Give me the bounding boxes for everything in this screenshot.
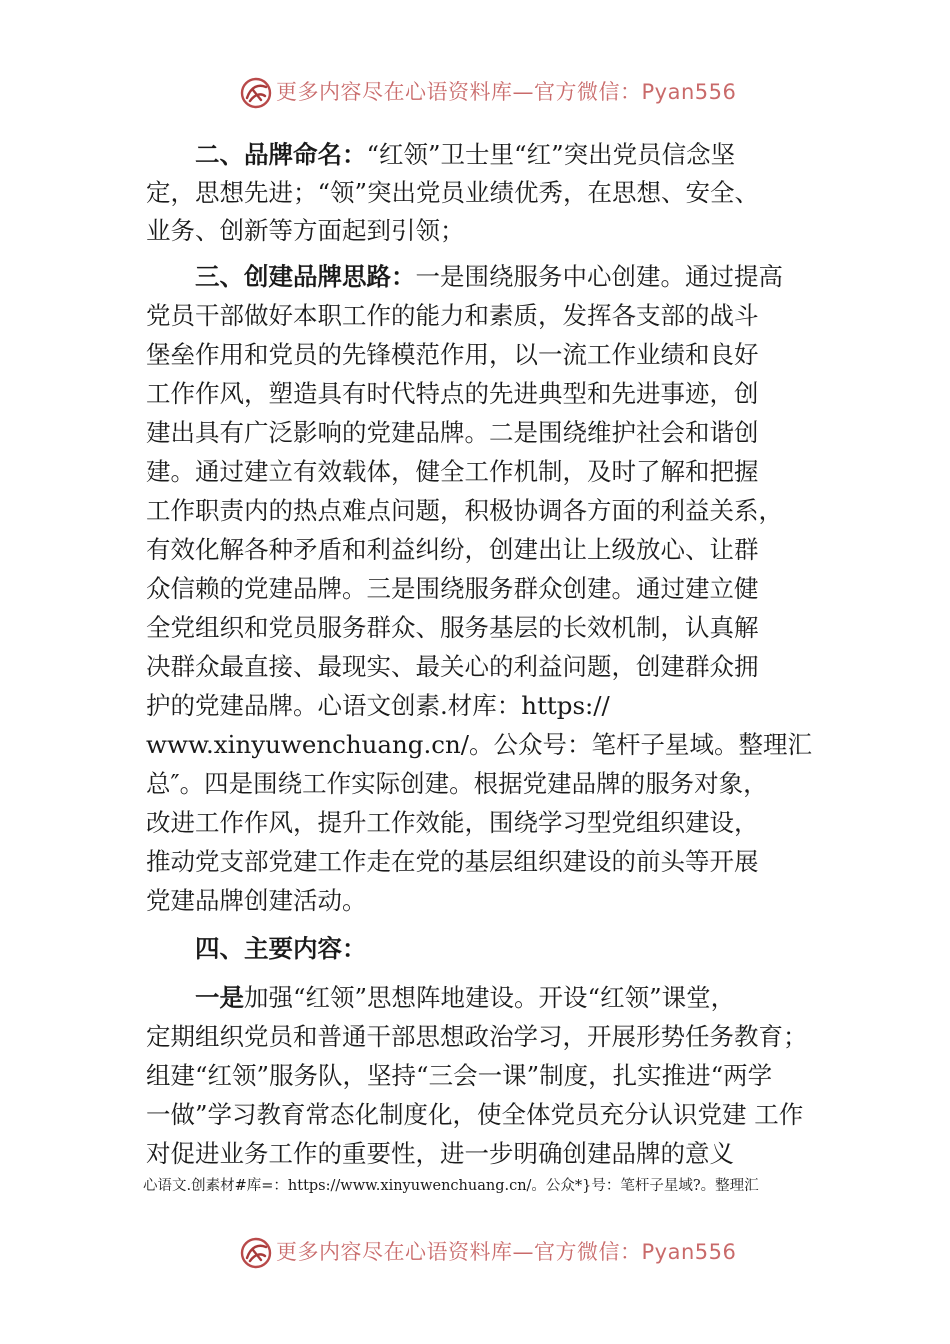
paragraph-line: 组建“红领”服务队，坚持“三会一课”制度，扎实推进“两学 bbox=[146, 1061, 773, 1090]
paragraph-line: 推动党支部党建工作走在党的基层组织建设的前头等开展 bbox=[146, 847, 759, 876]
section-3-line: 三、创建品牌思路：一是围绕服务中心创建。通过提高 bbox=[195, 262, 783, 291]
footer-banner bbox=[0, 1232, 950, 1272]
footnote-text: 心语文.创素材#库=：https://www.xinyuwenchuang.cn/。公众*}号：笔杆子星域?。整理汇 bbox=[143, 1178, 759, 1194]
paragraph-line: 堡垒作用和党员的先锋模范作用，以一流工作业绩和良好 bbox=[146, 340, 759, 369]
paragraph-line: 业务、创新等方面起到引领； bbox=[146, 216, 465, 245]
paragraph-line: 定，思想先进；“领”突出党员业绩优秀，在思想、安全、 bbox=[146, 178, 760, 207]
paragraph-line: 对促进业务工作的重要性，进一步明确创建品牌的意义 bbox=[146, 1139, 734, 1168]
paragraph-line: 护的党建品牌。心语文创素.材库：https:// bbox=[146, 691, 610, 720]
paragraph-line: 党员干部做好本职工作的能力和素质，发挥各支部的战斗 bbox=[146, 301, 759, 330]
paragraph-line: www.xinyuwenchuang.cn/。公众号：笔杆子星域。整理汇 bbox=[146, 730, 812, 759]
banner-text: 更多内容尽在心语资料库—官方微信：Pyan556 bbox=[276, 80, 737, 104]
header-banner bbox=[0, 72, 950, 112]
seal-logo-icon bbox=[239, 1236, 273, 1270]
section-2-heading: 二、品牌命名： bbox=[195, 140, 367, 169]
paragraph-line: 一做”学习教育常态化制度化，使全体党员充分认识党建 工作 bbox=[146, 1100, 804, 1129]
paragraph-line: 众信赖的党建品牌。三是围绕服务群众创建。通过建立健 bbox=[146, 574, 759, 603]
paragraph-line: 决群众最直接、最现实、最关心的利益问题，创建群众拥 bbox=[146, 652, 759, 681]
point-1-line: 一是加强“红领”思想阵地建设。开设“红领”课堂， bbox=[195, 983, 736, 1012]
section-2-line: 二、品牌命名：“红领”卫士里“红”突出党员信念坚 bbox=[195, 140, 736, 169]
paragraph-line: 工作职责内的热点难点问题，积极协调各方面的利益关系， bbox=[146, 496, 783, 525]
paragraph-line: 改进工作作风，提升工作效能，围绕学习型党组织建设， bbox=[146, 808, 759, 837]
paragraph-line: 工作作风，塑造具有时代特点的先进典型和先进事迹，创 bbox=[146, 379, 759, 408]
paragraph-line: 建出具有广泛影响的党建品牌。二是围绕维护社会和谐创 bbox=[146, 418, 759, 447]
seal-logo-icon bbox=[239, 76, 273, 110]
section-4-heading: 四、主要内容： bbox=[195, 934, 367, 963]
paragraph-line: 总″。四是围绕工作实际创建。根据党建品牌的服务对象， bbox=[146, 769, 768, 798]
section-3-heading: 三、创建品牌思路： bbox=[195, 262, 416, 291]
paragraph-line: 建。通过建立有效载体，健全工作机制，及时了解和把握 bbox=[146, 457, 759, 486]
paragraph-line: 定期组织党员和普通干部思想政治学习，开展形势任务教育； bbox=[146, 1022, 808, 1051]
banner-text: 更多内容尽在心语资料库—官方微信：Pyan556 bbox=[276, 1240, 737, 1264]
paragraph-line: 有效化解各种矛盾和利益纠纷，创建出让上级放心、让群 bbox=[146, 535, 759, 564]
point-1-lead: 一是 bbox=[195, 983, 244, 1012]
paragraph-line: 党建品牌创建活动。 bbox=[146, 886, 367, 915]
paragraph-line: 全党组织和党员服务群众、服务基层的长效机制，认真解 bbox=[146, 613, 759, 642]
